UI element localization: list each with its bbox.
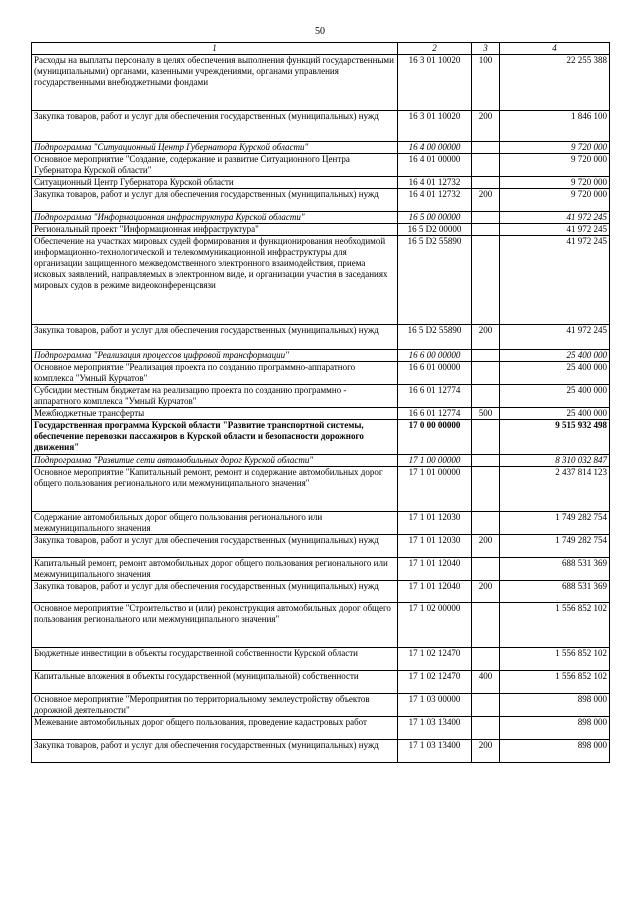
- table-row: [32, 385, 610, 408]
- row-code: 17 1 02 00000: [398, 603, 472, 648]
- row-code: 16 4 00 00000: [398, 142, 472, 154]
- row-name: Субсидии местным бюджетам на реализацию проекта по созданию программно - аппаратного комплекса "Умный Курчатов": [32, 385, 398, 408]
- row-code: 16 6 01 12774: [398, 408, 472, 420]
- row-expense-kind: 200: [472, 740, 500, 763]
- row-amount: 1 556 852 102: [500, 603, 610, 648]
- row-name: Бюджетные инвестиции в объекты государственной собственности Курской области: [32, 648, 398, 671]
- row-amount: 41 972 245: [500, 236, 610, 325]
- table-row: [32, 740, 610, 763]
- row-code: 16 6 01 00000: [398, 362, 472, 385]
- row-code: 16 5 D2 55890: [398, 236, 472, 325]
- row-expense-kind: 400: [472, 671, 500, 694]
- row-amount: 898 000: [500, 740, 610, 763]
- row-amount: 41 972 245: [500, 224, 610, 236]
- row-amount: 9 720 000: [500, 142, 610, 154]
- row-expense-kind: [472, 558, 500, 581]
- row-amount: 1 846 100: [500, 111, 610, 142]
- row-name: Подпрограмма "Ситуационный Центр Губернатора Курской области": [32, 142, 398, 154]
- table-row: [32, 177, 610, 189]
- table-row: [32, 671, 610, 694]
- column-header: 2: [398, 43, 472, 55]
- row-expense-kind: [472, 512, 500, 535]
- row-code: 16 5 D2 55890: [398, 325, 472, 350]
- table-row: [32, 455, 610, 467]
- row-name: Капитальный ремонт, ремонт автомобильных дорог общего пользования регионального или межмуниципального значения: [32, 558, 398, 581]
- row-name: Основное мероприятие "Мероприятия по территориальному землеустройству объектов дорожной деятельности": [32, 694, 398, 717]
- budget-table: [31, 42, 610, 763]
- row-expense-kind: [472, 362, 500, 385]
- row-code: 16 4 01 12732: [398, 189, 472, 212]
- row-code: 17 1 01 00000: [398, 467, 472, 512]
- row-code: 16 6 01 12774: [398, 385, 472, 408]
- row-name: Межевание автомобильных дорог общего пользования, проведение кадастровых работ: [32, 717, 398, 740]
- row-amount: 1 749 282 754: [500, 535, 610, 558]
- row-amount: 688 531 369: [500, 558, 610, 581]
- row-amount: 1 556 852 102: [500, 671, 610, 694]
- row-amount: 41 972 245: [500, 212, 610, 224]
- row-expense-kind: [472, 154, 500, 177]
- row-name: Основное мероприятие "Создание, содержание и развитие Ситуационного Центра Губернатора Курской области": [32, 154, 398, 177]
- row-code: 17 1 01 12040: [398, 581, 472, 603]
- row-code: 16 3 01 10020: [398, 55, 472, 111]
- row-expense-kind: [472, 350, 500, 362]
- row-name: Обеспечение на участках мировых судей формирования и функционирования необходимой информационно-технологической и телекоммуникационной инфраструктуры для организации защищенного межведомственного электронного взаимодействия, приема исковых заявлений, направляемых в электронном виде, и организации участия в заседаниях мировых судов в режиме видеоконференцсвязи: [32, 236, 398, 325]
- row-code: 16 6 00 00000: [398, 350, 472, 362]
- column-header: 3: [472, 43, 500, 55]
- row-name: Закупка товаров, работ и услуг для обеспечения государственных (муниципальных) нужд: [32, 535, 398, 558]
- row-expense-kind: [472, 694, 500, 717]
- row-amount: 9 720 000: [500, 154, 610, 177]
- row-name: Подпрограмма "Информационная инфраструктура Курской области": [32, 212, 398, 224]
- row-expense-kind: 100: [472, 55, 500, 111]
- table-row: [32, 142, 610, 154]
- row-name: Подпрограмма "Развитие сети автомобильных дорог Курской области": [32, 455, 398, 467]
- row-expense-kind: [472, 236, 500, 325]
- row-name: Основное мероприятие "Реализация проекта по созданию программно-аппаратного комплекса "Умный Курчатов": [32, 362, 398, 385]
- table-row: [32, 224, 610, 236]
- row-amount: 1 749 282 754: [500, 512, 610, 535]
- row-amount: 25 400 000: [500, 385, 610, 408]
- row-expense-kind: [472, 467, 500, 512]
- row-expense-kind: 200: [472, 189, 500, 212]
- table-row: [32, 212, 610, 224]
- row-amount: 9 720 000: [500, 177, 610, 189]
- table-row: [32, 350, 610, 362]
- row-code: 16 4 01 12732: [398, 177, 472, 189]
- row-expense-kind: 200: [472, 325, 500, 350]
- row-code: 17 1 00 00000: [398, 455, 472, 467]
- row-code: 17 1 02 12470: [398, 671, 472, 694]
- row-amount: 1 556 852 102: [500, 648, 610, 671]
- row-expense-kind: 500: [472, 408, 500, 420]
- row-expense-kind: [472, 420, 500, 455]
- row-expense-kind: [472, 212, 500, 224]
- row-code: 17 1 03 13400: [398, 717, 472, 740]
- row-name: Закупка товаров, работ и услуг для обеспечения государственных (муниципальных) нужд: [32, 111, 398, 142]
- row-name: Ситуационный Центр Губернатора Курской области: [32, 177, 398, 189]
- row-expense-kind: [472, 177, 500, 189]
- row-code: 16 4 01 00000: [398, 154, 472, 177]
- row-name: Закупка товаров, работ и услуг для обеспечения государственных (муниципальных) нужд: [32, 740, 398, 763]
- row-name: Закупка товаров, работ и услуг для обеспечения государственных (муниципальных) нужд: [32, 189, 398, 212]
- row-amount: 8 310 032 847: [500, 455, 610, 467]
- row-expense-kind: [472, 142, 500, 154]
- row-expense-kind: [472, 224, 500, 236]
- table-row: [32, 408, 610, 420]
- row-amount: 9 515 932 498: [500, 420, 610, 455]
- row-amount: 2 437 814 123: [500, 467, 610, 512]
- row-expense-kind: [472, 455, 500, 467]
- row-amount: 688 531 369: [500, 581, 610, 603]
- row-name: Закупка товаров, работ и услуг для обеспечения государственных (муниципальных) нужд: [32, 581, 398, 603]
- row-name: Содержание автомобильных дорог общего пользования регионального или межмуниципального значения: [32, 512, 398, 535]
- row-amount: 25 400 000: [500, 408, 610, 420]
- table-row: [32, 55, 610, 111]
- row-code: 16 5 00 00000: [398, 212, 472, 224]
- row-code: 17 1 01 12030: [398, 535, 472, 558]
- table-row: [32, 236, 610, 325]
- table-row: [32, 111, 610, 142]
- column-header: 4: [500, 43, 610, 55]
- row-code: 17 1 02 12470: [398, 648, 472, 671]
- row-amount: 25 400 000: [500, 350, 610, 362]
- row-expense-kind: [472, 385, 500, 408]
- row-expense-kind: 200: [472, 111, 500, 142]
- row-amount: 898 000: [500, 694, 610, 717]
- row-expense-kind: [472, 717, 500, 740]
- row-amount: 41 972 245: [500, 325, 610, 350]
- table-row: [32, 558, 610, 581]
- column-number-row: [32, 43, 610, 55]
- row-name: Государственная программа Курской области "Развитие транспортной системы, обеспечение перевозки пассажиров в Курской области и безопасности дорожного движения": [32, 420, 398, 455]
- table-row: [32, 717, 610, 740]
- row-code: 17 1 01 12040: [398, 558, 472, 581]
- row-name: Основное мероприятие "Капитальный ремонт, ремонт и содержание автомобильных дорог общего пользования регионального или межмуниципального значения": [32, 467, 398, 512]
- table-row: [32, 325, 610, 350]
- table-row: [32, 420, 610, 455]
- row-expense-kind: 200: [472, 581, 500, 603]
- table-row: [32, 694, 610, 717]
- row-expense-kind: [472, 603, 500, 648]
- table-row: [32, 154, 610, 177]
- table-row: [32, 603, 610, 648]
- row-name: Межбюджетные трансферты: [32, 408, 398, 420]
- row-expense-kind: 200: [472, 535, 500, 558]
- row-amount: 9 720 000: [500, 189, 610, 212]
- row-name: Подпрограмма "Реализация процессов цифровой трансформации": [32, 350, 398, 362]
- table-row: [32, 362, 610, 385]
- row-name: Основное мероприятие "Строительство и (или) реконструкция автомобильных дорог общего пользования регионального или межмуниципального значения": [32, 603, 398, 648]
- row-amount: 22 255 388: [500, 55, 610, 111]
- row-name: Капитальные вложения в объекты государственной (муниципальной) собственности: [32, 671, 398, 694]
- table-row: [32, 581, 610, 603]
- page-number: 50: [315, 26, 325, 37]
- table-row: [32, 648, 610, 671]
- row-code: 17 1 03 13400: [398, 740, 472, 763]
- table-row: [32, 189, 610, 212]
- row-code: 17 0 00 00000: [398, 420, 472, 455]
- row-code: 16 5 D2 00000: [398, 224, 472, 236]
- row-code: 17 1 03 00000: [398, 694, 472, 717]
- column-header: 1: [32, 43, 398, 55]
- table-row: [32, 467, 610, 512]
- row-amount: 25 400 000: [500, 362, 610, 385]
- row-code: 17 1 01 12030: [398, 512, 472, 535]
- table-row: [32, 535, 610, 558]
- row-name: Расходы на выплаты персоналу в целях обеспечения выполнения функций государственными (муниципальными) органами, казенными учреждениями, органами управления государственными внебюджетными фондами: [32, 55, 398, 111]
- row-code: 16 3 01 10020: [398, 111, 472, 142]
- row-name: Региональный проект "Информационная инфраструктура": [32, 224, 398, 236]
- table-row: [32, 512, 610, 535]
- row-expense-kind: [472, 648, 500, 671]
- row-name: Закупка товаров, работ и услуг для обеспечения государственных (муниципальных) нужд: [32, 325, 398, 350]
- row-amount: 898 000: [500, 717, 610, 740]
